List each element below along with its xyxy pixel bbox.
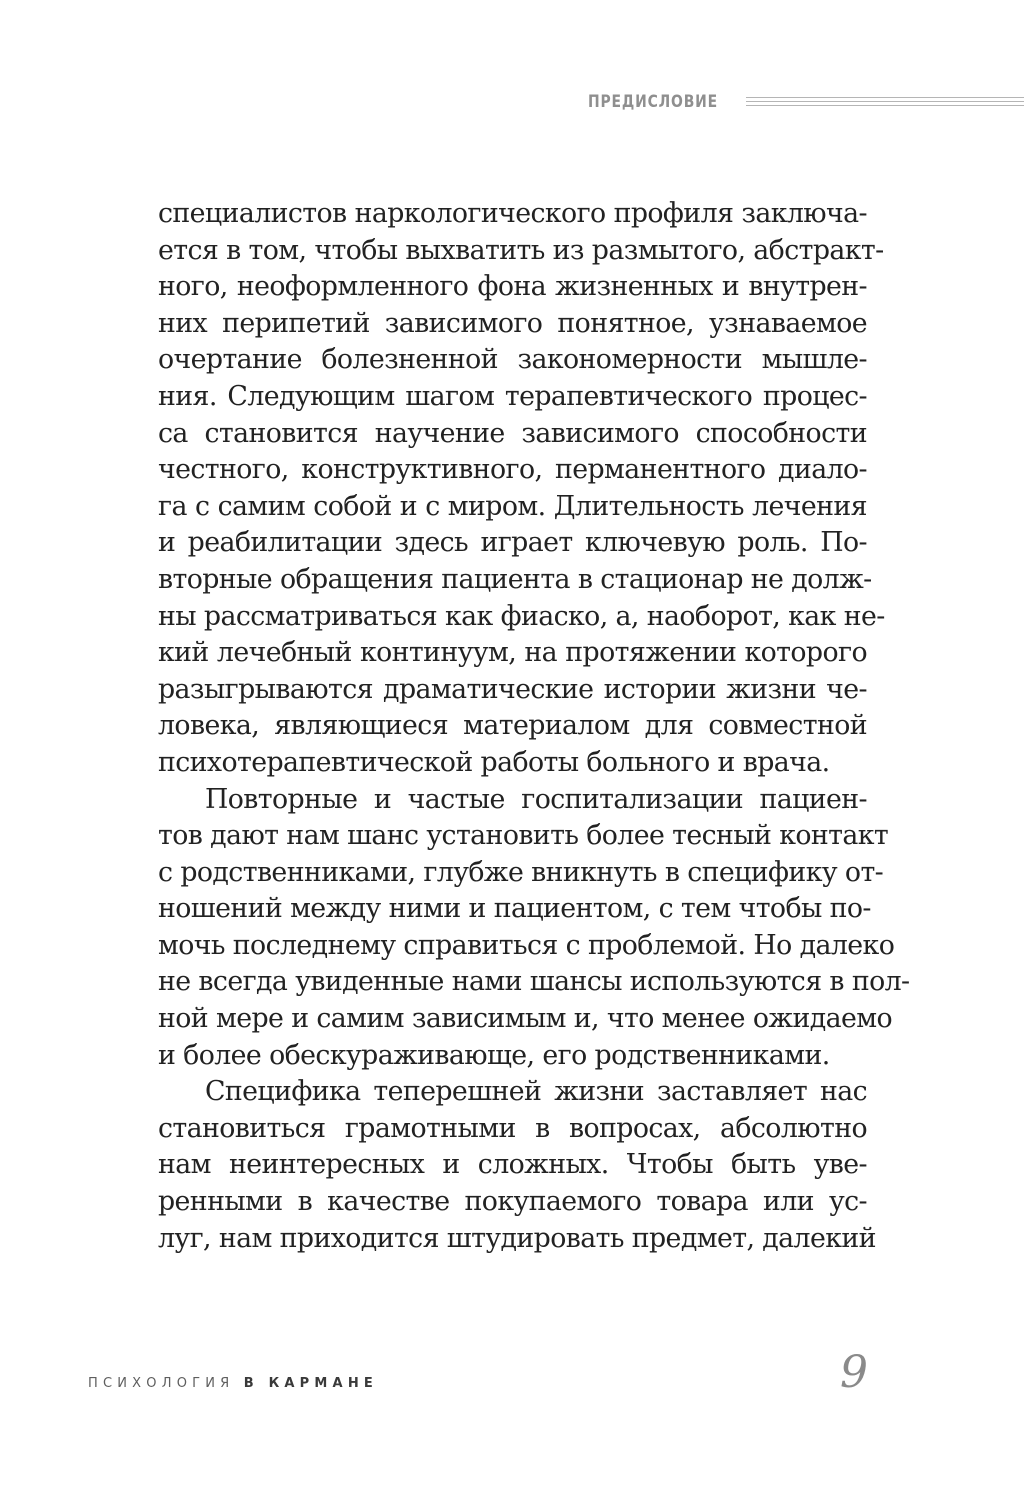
text-line: ется в том, чтобы выхватить из размытого, абстракт- — [158, 234, 884, 266]
text-line: мочь последнему справиться с проблемой. Но далеко — [158, 929, 895, 961]
text-line: не всегда увиденные нами шансы используются в пол- — [158, 966, 910, 998]
text-line: ны рассматриваться как фиаско, а, наоборот, как не- — [158, 600, 885, 632]
text-line: Повторные и частые госпитализации пациен- — [205, 783, 867, 815]
text-line: нам неинтересных и сложных. Чтобы быть уве- — [158, 1149, 867, 1181]
series-title-light: ПСИХОЛОГИЯ — [88, 1376, 235, 1391]
header-rule — [746, 105, 1024, 106]
text-line: Специфика теперешней жизни заставляет нас — [205, 1076, 867, 1108]
section-title: ПРЕДИСЛОВИЕ — [588, 92, 718, 112]
header-rule-lines — [746, 96, 1024, 108]
text-line: са становится научение зависимого способности — [158, 417, 867, 449]
text-line: ренными в качестве покупаемого товара или ус- — [158, 1186, 867, 1218]
text-line: специалистов наркологического профиля заключа- — [158, 198, 867, 229]
series-title-bold: В КАРМАНЕ — [243, 1376, 378, 1391]
text-line: с родственниками, глубже вникнуть в специфику от- — [158, 856, 884, 888]
text-line: них перипетий зависимого понятное, узнаваемое — [158, 307, 867, 339]
text-line: честного, конструктивного, перманентного диало- — [158, 454, 867, 486]
text-line: становиться грамотными в вопросах, абсолютно — [158, 1112, 867, 1144]
text-line: разыгрываются драматические истории жизни че- — [158, 673, 867, 705]
text-line: ния. Следующим шагом терапевтического процес- — [158, 380, 867, 412]
text-line: га с самим собой и с миром. Длительность лечения — [158, 490, 867, 522]
text-line: ной мере и самим зависимым и, что менее ожидаемо — [158, 1003, 893, 1035]
page-number: 9 — [840, 1347, 868, 1398]
series-title — [88, 1376, 378, 1391]
text-line: ловека, являющиеся материалом для совместной — [158, 710, 867, 742]
text-line: луг, нам приходится штудировать предмет, далекий — [158, 1222, 876, 1254]
text-line: тов дают нам шанс установить более тесный контакт — [158, 820, 889, 852]
text-line: ного, неоформленного фона жизненных и внутрен- — [158, 271, 867, 303]
text-line: психотерапевтической работы больного и врача. — [158, 746, 830, 778]
text-line: ношений между ними и пациентом, с тем чтобы по- — [158, 893, 871, 925]
text-line: и реабилитации здесь играет ключевую роль. По- — [158, 527, 867, 559]
text-line: очертание болезненной закономерности мышле- — [158, 344, 867, 376]
body-text — [158, 196, 910, 1257]
text-line: вторные обращения пациента в стационар не долж- — [158, 563, 872, 595]
text-line: и более обескураживающе, его родственниками. — [158, 1039, 830, 1071]
header-rule — [746, 101, 1024, 102]
header-rule — [746, 97, 1024, 98]
running-header — [588, 88, 1024, 116]
text-line: кий лечебный континуум, на протяжении которого — [158, 637, 867, 669]
